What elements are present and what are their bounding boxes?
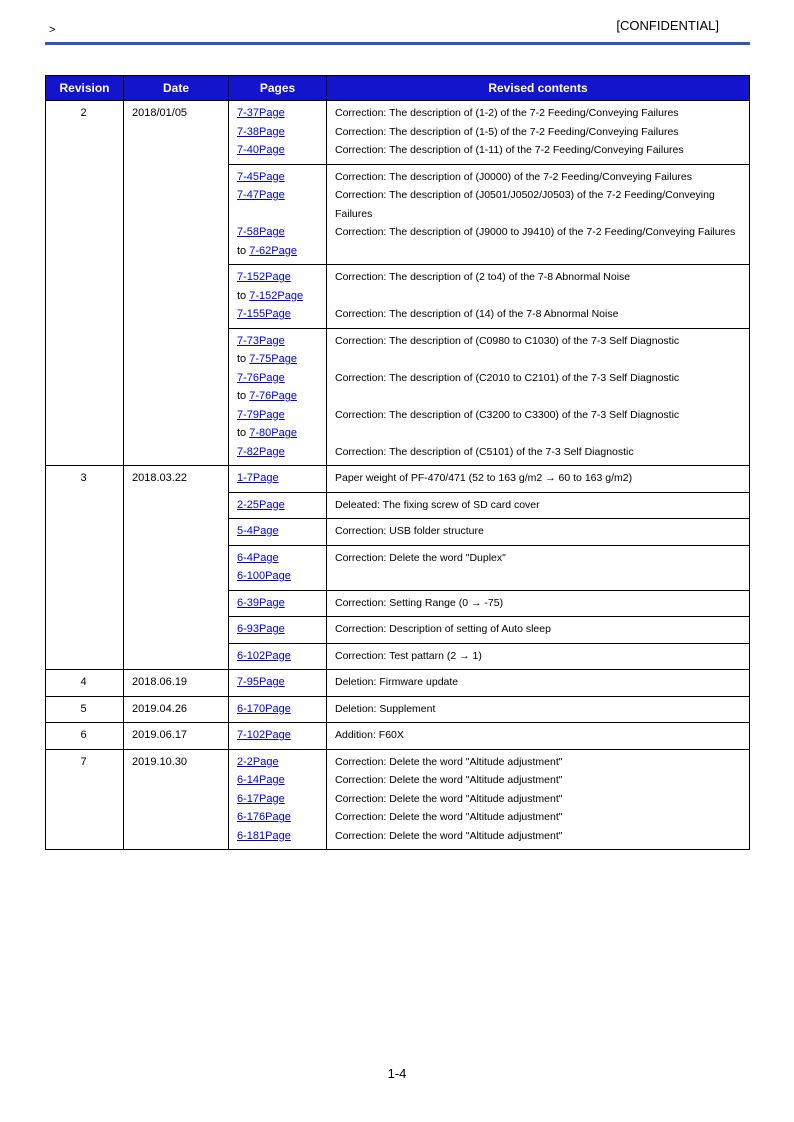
pages-cell: [229, 164, 327, 265]
content-line: Correction: The description of (J9000 to J9410) of the 7-2 Feeding/Conveying Failures: [335, 226, 736, 238]
page-line: [237, 620, 322, 639]
table-row: [46, 723, 750, 750]
pages-cell: [229, 643, 327, 670]
header-revision: Revision: [46, 76, 124, 101]
page-line: [237, 753, 322, 772]
to-prefix: to: [237, 244, 250, 257]
content-line: Correction: Delete the word "Altitude adjustment": [335, 774, 563, 786]
page-link[interactable]: 1-7Page: [237, 472, 279, 484]
page-link[interactable]: 7-62Page: [249, 244, 297, 257]
page-line: [237, 387, 322, 406]
page-line: [237, 549, 322, 568]
table-row: [46, 670, 750, 697]
content-line: Paper weight of PF-470/471 (52 to 163 g/m2 → 60 to 163 g/m2): [335, 472, 633, 484]
page-line: [237, 141, 322, 160]
page-link[interactable]: 7-47Page: [237, 189, 285, 201]
revised-contents-cell: [327, 466, 750, 493]
page-link[interactable]: 6-176Page: [237, 811, 291, 823]
revised-contents-cell: [327, 670, 750, 697]
page-line: [237, 496, 322, 515]
revised-contents-cell: [327, 723, 750, 750]
page-link[interactable]: 7-75Page: [249, 353, 297, 365]
page-link[interactable]: 7-155Page: [237, 308, 291, 320]
page-line: [237, 827, 322, 846]
content-line: Correction: Test pattarn (2 → 1): [335, 649, 482, 662]
pages-cell: [229, 670, 327, 697]
page-line: [237, 369, 322, 388]
pages-cell: [229, 492, 327, 519]
content-line: Deleated: The fixing screw of SD card cover: [335, 498, 540, 511]
pages-cell: [229, 723, 327, 750]
pages-cell: [229, 590, 327, 617]
page-link[interactable]: 7-95Page: [237, 676, 285, 688]
content-line: Correction: The description of (1-5) of the 7-2 Feeding/Conveying Failures: [335, 125, 679, 138]
content-line: Correction: Delete the word "Duplex": [335, 551, 506, 564]
content-line: Correction: The description of (1-2) of the 7-2 Feeding/Conveying Failures: [335, 107, 679, 119]
content-line: [335, 350, 745, 369]
content-line: [335, 387, 745, 406]
pages-cell: [229, 265, 327, 329]
page-link[interactable]: 6-170Page: [237, 702, 291, 715]
content-line: [335, 424, 745, 443]
content-line: Correction: Description of setting of Auto sleep: [335, 623, 551, 635]
content-line: [335, 287, 745, 306]
content-line: Correction: The description of (2 to4) of the 7-8 Abnormal Noise: [335, 271, 631, 283]
table-row: [46, 749, 750, 850]
to-prefix: to: [237, 427, 250, 439]
page-line: [237, 305, 322, 324]
revised-contents-cell: [327, 492, 750, 519]
revised-contents-cell: [327, 101, 750, 165]
date-cell: 2018.06.19: [124, 670, 229, 697]
page-line: [237, 350, 322, 369]
pages-cell: [229, 696, 327, 723]
page-link[interactable]: 2-2Page: [237, 755, 279, 768]
to-prefix: to: [237, 390, 250, 402]
page-link[interactable]: 7-73Page: [237, 334, 285, 347]
revision-history-table-wrap: [45, 75, 750, 850]
page-link[interactable]: 7-45Page: [237, 170, 285, 183]
content-line: Correction: Delete the word "Altitude adjustment": [335, 792, 563, 805]
pages-cell: [229, 545, 327, 590]
page-line: [237, 406, 322, 425]
pages-cell: [229, 749, 327, 850]
pages-cell: [229, 101, 327, 165]
header-pages: Pages: [229, 76, 327, 101]
page-link[interactable]: 7-152Page: [249, 289, 304, 302]
revised-contents-cell: [327, 696, 750, 723]
page-line: [237, 424, 322, 443]
page-link[interactable]: 6-181Page: [237, 829, 291, 842]
page-link[interactable]: 7-80Page: [249, 427, 297, 439]
date-cell: 2019.10.30: [124, 749, 229, 850]
revised-contents-cell: [327, 545, 750, 590]
content-line: Correction: The description of (1-11) of the 7-2 Feeding/Conveying Failures: [335, 144, 684, 156]
revised-contents-cell: [327, 590, 750, 617]
page-line: [237, 168, 322, 187]
to-prefix: to: [237, 289, 250, 302]
page-line: [237, 242, 322, 261]
content-line: Correction: The description of (C3200 to C3300) of the 7-3 Self Diagnostic: [335, 408, 680, 421]
confidential-label: [CONFIDENTIAL]: [616, 18, 719, 33]
page-line: [237, 594, 322, 613]
page-number: 1-4: [387, 1066, 407, 1081]
page-line: [237, 268, 322, 287]
content-line: Correction: The description of (C5101) of the 7-3 Self Diagnostic: [335, 445, 634, 458]
page-line: [237, 332, 322, 351]
page-line: [237, 808, 322, 827]
pages-cell: [229, 617, 327, 644]
date-cell: 2019.06.17: [124, 723, 229, 750]
revision-cell: 4: [46, 670, 124, 697]
page-link[interactable]: 7-76Page: [237, 371, 285, 384]
page-line: [237, 673, 322, 692]
table-row: [46, 466, 750, 493]
page-line: [237, 104, 322, 123]
page-link[interactable]: 7-102Page: [237, 729, 291, 741]
content-line: Correction: The description of (14) of the 7-8 Abnormal Noise: [335, 308, 619, 320]
page-line: [237, 771, 322, 790]
page-line: [237, 123, 322, 142]
page-line: [237, 287, 322, 306]
page-line: [237, 647, 322, 666]
page-link[interactable]: 7-58Page: [237, 226, 285, 238]
pages-cell: [229, 519, 327, 546]
content-line: Correction: The description of (C2010 to C2101) of the 7-3 Self Diagnostic: [335, 371, 680, 384]
page-link[interactable]: 6-102Page: [237, 649, 291, 662]
page-link[interactable]: 7-37Page: [237, 107, 285, 119]
page-line: [237, 567, 322, 586]
revision-cell: 3: [46, 466, 124, 670]
table-row: [46, 696, 750, 723]
revised-contents-cell: [327, 749, 750, 850]
revision-cell: 2: [46, 101, 124, 466]
content-line: Correction: USB folder structure: [335, 525, 484, 537]
content-line: Deletion: Firmware update: [335, 676, 459, 688]
header-date: Date: [124, 76, 229, 101]
page-link[interactable]: 7-82Page: [237, 445, 285, 458]
revised-contents-cell: [327, 164, 750, 265]
page-line: [237, 726, 322, 745]
page-line: [237, 205, 322, 224]
page-link[interactable]: 7-152Page: [237, 271, 291, 283]
content-line: Correction: Setting Range (0 → -75): [335, 596, 504, 609]
revision-cell: 6: [46, 723, 124, 750]
page-line: [237, 443, 322, 462]
page-link[interactable]: 6-14Page: [237, 774, 285, 786]
pages-cell: [229, 466, 327, 493]
date-cell: 2018.03.22: [124, 466, 229, 670]
page-line: [237, 700, 322, 719]
revision-history-table: [45, 75, 750, 850]
revised-contents-cell: [327, 519, 750, 546]
content-line: Correction: Delete the word "Altitude adjustment": [335, 829, 563, 842]
revision-cell: 5: [46, 696, 124, 723]
page-link[interactable]: 7-79Page: [237, 408, 285, 421]
page-link[interactable]: 7-40Page: [237, 144, 285, 156]
page-link[interactable]: 6-4Page: [237, 551, 279, 564]
header-mark: >: [49, 24, 56, 36]
date-cell: 2018/01/05: [124, 101, 229, 466]
revised-contents-cell: [327, 617, 750, 644]
content-line: Correction: The description of (J0000) of the 7-2 Feeding/Conveying Failures: [335, 170, 692, 183]
content-line: Correction: Delete the word "Altitude adjustment": [335, 755, 563, 768]
revised-contents-cell: [327, 328, 750, 466]
pages-cell: [229, 328, 327, 466]
revised-contents-cell: [327, 643, 750, 670]
content-line: Correction: The description of (J0501/J0502/J0503) of the 7-2 Feeding/Conveying Failures: [335, 189, 715, 220]
table-row: [46, 101, 750, 165]
page-line: [237, 223, 322, 242]
revision-cell: 7: [46, 749, 124, 850]
revision-table-body: [46, 101, 750, 850]
page-line: [237, 522, 322, 541]
table-header-row: [46, 76, 750, 101]
page-link[interactable]: 6-39Page: [237, 596, 285, 609]
page-link[interactable]: 2-25Page: [237, 498, 285, 511]
page-link[interactable]: 7-38Page: [237, 125, 285, 138]
page-link[interactable]: 7-76Page: [249, 390, 297, 402]
page-line: [237, 186, 322, 205]
revised-contents-cell: [327, 265, 750, 329]
header-rule: [45, 42, 750, 45]
content-line: Deletion: Supplement: [335, 702, 436, 715]
page-link[interactable]: 6-17Page: [237, 792, 285, 805]
content-line: Correction: The description of (C0980 to C1030) of the 7-3 Self Diagnostic: [335, 334, 680, 347]
content-line: Correction: Delete the word "Altitude adjustment": [335, 811, 563, 823]
page-line: [237, 469, 322, 488]
page-line: [237, 790, 322, 809]
page-link[interactable]: 6-100Page: [237, 570, 291, 582]
to-prefix: to: [237, 353, 250, 365]
page-link[interactable]: 6-93Page: [237, 623, 285, 635]
content-line: Addition: F60X: [335, 729, 404, 741]
header-revised-contents: Revised contents: [327, 76, 750, 101]
page-link[interactable]: 5-4Page: [237, 525, 279, 537]
date-cell: 2019.04.26: [124, 696, 229, 723]
